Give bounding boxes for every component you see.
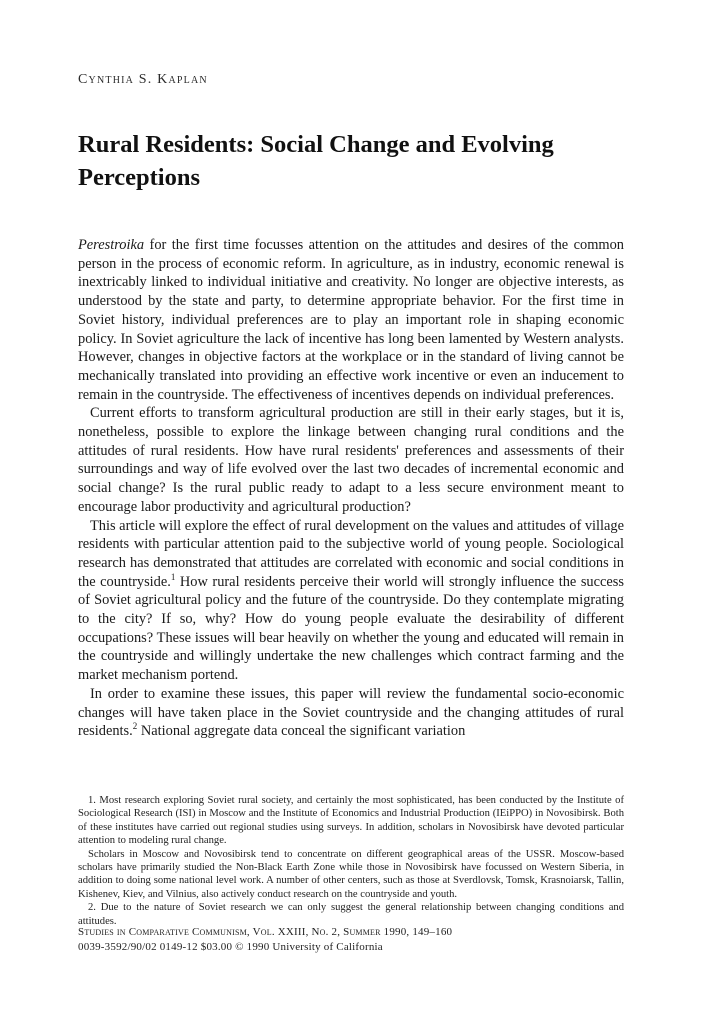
paragraph-3-text-b: How rural residents perceive their world will strongly influence the success of Soviet agricultural policy and the future of the countryside. Do they contemplate migrating to the city? If so, why? How do young people evaluate the desirability of different occupations? These issues will bear heavily on whether the young and educated will remain in the countryside and willingly undertake the new challenges which contract farming and the market mechanism portend. — [78, 573, 624, 684]
footnote-2: 2. Due to the nature of Soviet research we can only suggest the general relationship between changing conditions and attitudes. — [78, 902, 624, 927]
paragraph-4-text-a: In order to examine these issues, this paper will review the fundamental socio-economic changes will have taken place in the Soviet countryside and the changing attitudes of rural residents. — [78, 685, 624, 740]
article-title: Rural Residents: Social Change and Evolving Perceptions — [78, 131, 554, 191]
perestroika-term: Perestroika — [78, 237, 145, 253]
paragraph-4-text-b: National aggregate data conceal the significant variation — [137, 723, 466, 740]
author-name: Cynthia S. Kaplan — [78, 72, 208, 87]
journal-info — [78, 925, 624, 955]
footnote-1: 1. Most research exploring Soviet rural society, and certainly the most sophisticated, has been conducted by the Institute of Sociological Research (ISI) in Moscow and the Institute of Economics and Industrial Production (IEiPPO) in Novosibirsk. Both of these institutes have carried out regional studies using surveys. In addition, scholars in Novosibirsk have devoted particular attention to modeling rural change. — [78, 795, 624, 847]
paragraph-3 — [78, 517, 624, 685]
paragraph-1-text: for the first time focusses attention on the attitudes and desires of the common person in the process of economic reform. In agriculture, as in industry, economic renewal is inextricably linked to individual initiative and creativity. No longer are objective interests, as understood by the state and party, to determine appropriate behavior. For the first time in Soviet history, individual preferences are to play an important role in shaping economic policy. In Soviet agriculture the lack of incentive has long been lamented by Western analysts. However, changes in objective factors at the workplace or in the standard of living cannot be mechanically translated into providing an effective work incentive or even an inducement to remain in the countryside. The effectiveness of incentives depends on individual preferences. — [78, 237, 624, 403]
journal-citation: Studies in Comparative Communism, Vol. XXIII, No. 2, Summer 1990, 149–160 — [78, 926, 453, 938]
footnotes — [78, 794, 624, 928]
footnote-ref-1[interactable]: 1 — [170, 571, 176, 582]
paragraph-1 — [78, 236, 624, 404]
journal-issn: 0039-3592/90/02 0149-12 $03.00 © 1990 University of California — [78, 941, 383, 953]
paragraph-2: Current efforts to transform agricultural production are still in their early stages, but it is, nonetheless, possible to explore the linkage between changing rural conditions and the attitudes of rural residents. How have rural residents' preferences and assessments of their surroundings and way of life evolved over the last two decades of incremental economic and social change? Is the rural public ready to adapt to a less secure environment meant to encourage labor productivity and agricultural production? — [78, 405, 624, 515]
footnote-ref-2[interactable]: 2 — [132, 721, 138, 732]
paragraph-3-text-a: This article will explore the effect of rural development on the values and attitudes of village residents with particular attention paid to the subjective world of young people. Sociological research has demonstrated that attitudes are correlated with economic and social conditions in the countryside. — [78, 517, 624, 590]
footnote-1-continued: Scholars in Moscow and Novosibirsk tend to concentrate on different geographical areas of the USSR. Moscow-based scholars have primarily studied the Non-Black Earth Zone while those in Novosibirsk have focussed on Western Siberia, in addition to doing some national level work. A number of other centers, such as those at Sverdlovsk, Tomsk, Krasnoiarsk, Tallin, Kishenev, Kiev, and Vilnius, also actively conduct research on the countryside and youth. — [78, 848, 624, 900]
article-body — [78, 236, 624, 741]
paragraph-4 — [78, 685, 624, 741]
